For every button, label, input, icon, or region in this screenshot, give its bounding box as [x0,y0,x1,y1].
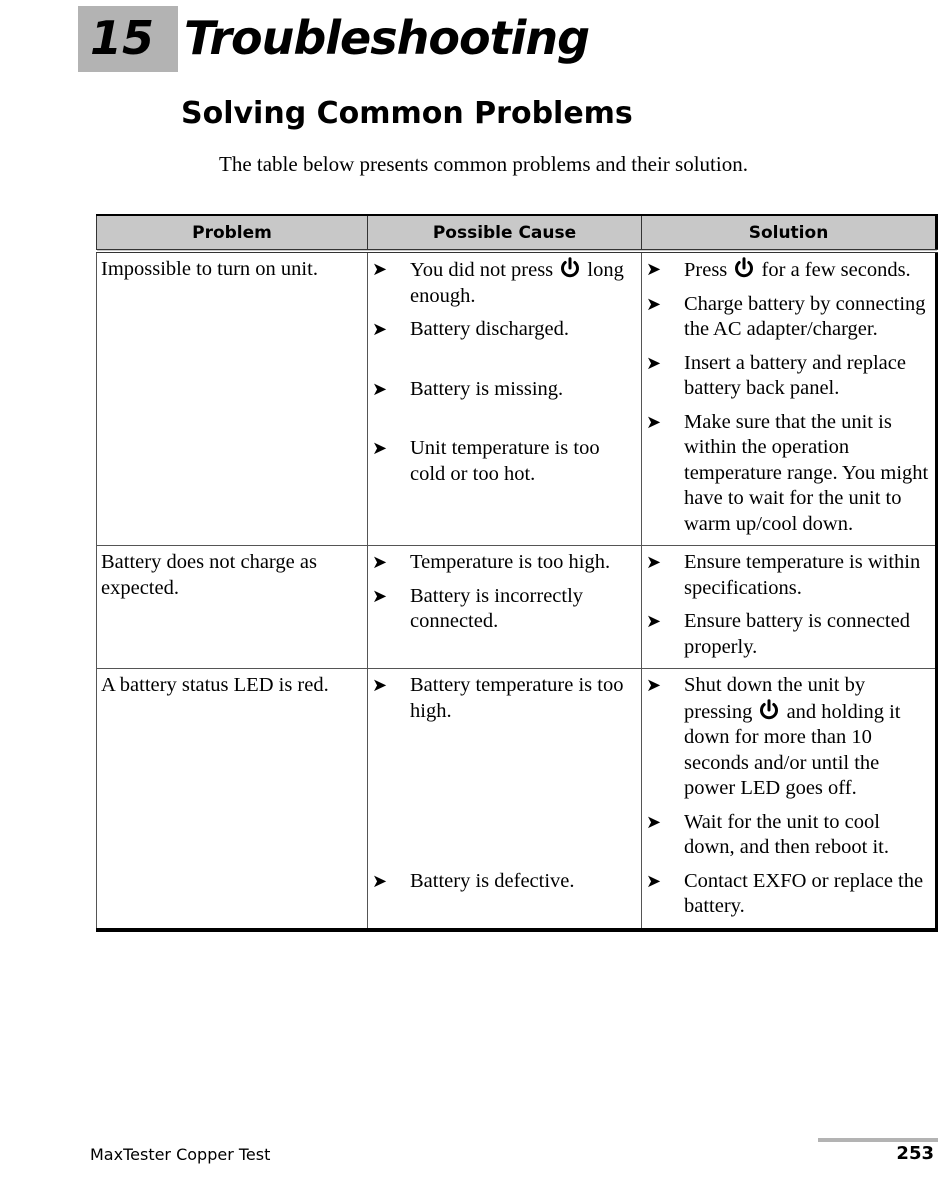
header-solution: Solution [642,215,937,251]
cause-text: Unit temperature is too cold or too hot. [410,437,600,485]
arrow-bullet-icon: ➤ [372,871,388,892]
solution-text: Press [684,259,728,281]
problem-text: Impossible to turn on unit. [101,258,318,280]
solution-item [646,550,931,601]
arrow-bullet-icon: ➤ [372,378,388,400]
cause-item [372,869,637,895]
table-row [97,669,937,930]
solution-item [646,410,931,538]
problem-text: A battery status LED is red. [101,674,329,696]
solution-text: Shut down the unit by pressing [684,674,866,723]
chapter-number: 15 [90,11,155,65]
cause-item [372,317,637,343]
intro-text: The table below presents common problems and their solution. [219,152,748,176]
solution-text-tail: and holding it down for more than 10 seconds and/or until the power LED goes off. [684,700,901,799]
cause-text: Battery is defective. [410,870,575,892]
arrow-bullet-icon: ➤ [646,259,662,280]
cause-item [372,257,637,309]
arrow-bullet-icon: ➤ [646,411,662,433]
solution-item [646,869,931,920]
table-header-row [97,215,937,251]
arrow-bullet-icon: ➤ [372,552,388,573]
table-row [97,251,937,546]
solution-text: Wait for the unit to cool down, and then reboot it. [684,810,889,858]
cause-text: You did not press [410,259,554,281]
arrow-bullet-icon: ➤ [646,870,662,892]
arrow-bullet-icon: ➤ [646,811,662,833]
solution-cell [642,251,937,546]
power-button-icon [560,257,580,279]
cause-item [372,377,637,403]
solution-item [646,351,931,402]
solution-item [646,292,931,343]
cause-text: Battery is missing. [410,377,564,400]
cause-cell [368,251,642,546]
solution-item [646,810,931,861]
power-button-icon [759,699,779,721]
cause-text: Battery temperature is too high. [410,674,624,722]
chapter-title: Troubleshooting [184,11,590,65]
footer-page-number: 253 [896,1143,934,1164]
cause-text: Temperature is too high. [410,551,611,573]
cause-item [372,584,637,635]
arrow-bullet-icon: ➤ [646,293,662,315]
solution-cell [642,669,937,930]
section-title: Solving Common Problems [181,96,633,131]
cause-item [372,673,637,724]
arrow-bullet-icon: ➤ [372,675,388,696]
solution-text: Make sure that the unit is within the operation temperature range. You might have to wait for the unit to warm up/cool down. [684,410,929,535]
arrow-bullet-icon: ➤ [372,259,388,280]
cause-cell [368,546,642,669]
problem-cell [97,251,368,546]
table-row [97,546,937,669]
solution-text: Ensure temperature is within specifications. [684,551,921,599]
solution-item [646,257,931,284]
troubleshooting-table [96,214,938,932]
power-button-icon [734,257,754,279]
solution-text-tail: for a few seconds. [761,259,911,281]
arrow-bullet-icon: ➤ [372,585,388,607]
arrow-bullet-icon: ➤ [372,319,388,340]
solution-text: Contact EXFO or replace the battery. [684,869,924,917]
cause-item [372,436,637,487]
solution-item [646,673,931,802]
problem-cell [97,669,368,930]
cause-text: Battery discharged. [410,318,570,340]
footer-product-name: MaxTester Copper Test [90,1145,271,1164]
solution-text: Insert a battery and replace battery back panel. [684,351,906,399]
cause-text: Battery is incorrectly connected. [410,584,584,632]
header-problem: Problem [97,215,368,251]
cause-item [372,550,637,576]
arrow-bullet-icon: ➤ [646,552,662,573]
cause-cell [368,669,642,930]
arrow-bullet-icon: ➤ [646,675,662,696]
header-possible-cause: Possible Cause [368,215,642,251]
solution-cell [642,546,937,669]
solution-text: Ensure battery is connected properly. [684,610,910,658]
solution-item [646,609,931,660]
arrow-bullet-icon: ➤ [372,438,388,459]
arrow-bullet-icon: ➤ [646,611,662,632]
solution-text: Charge battery by connecting the AC adapter/charger. [684,292,926,340]
problem-cell [97,546,368,669]
cause-text-tail: long enough. [410,259,624,307]
problem-text: Battery does not charge as expected. [101,551,317,599]
arrow-bullet-icon: ➤ [646,352,662,374]
